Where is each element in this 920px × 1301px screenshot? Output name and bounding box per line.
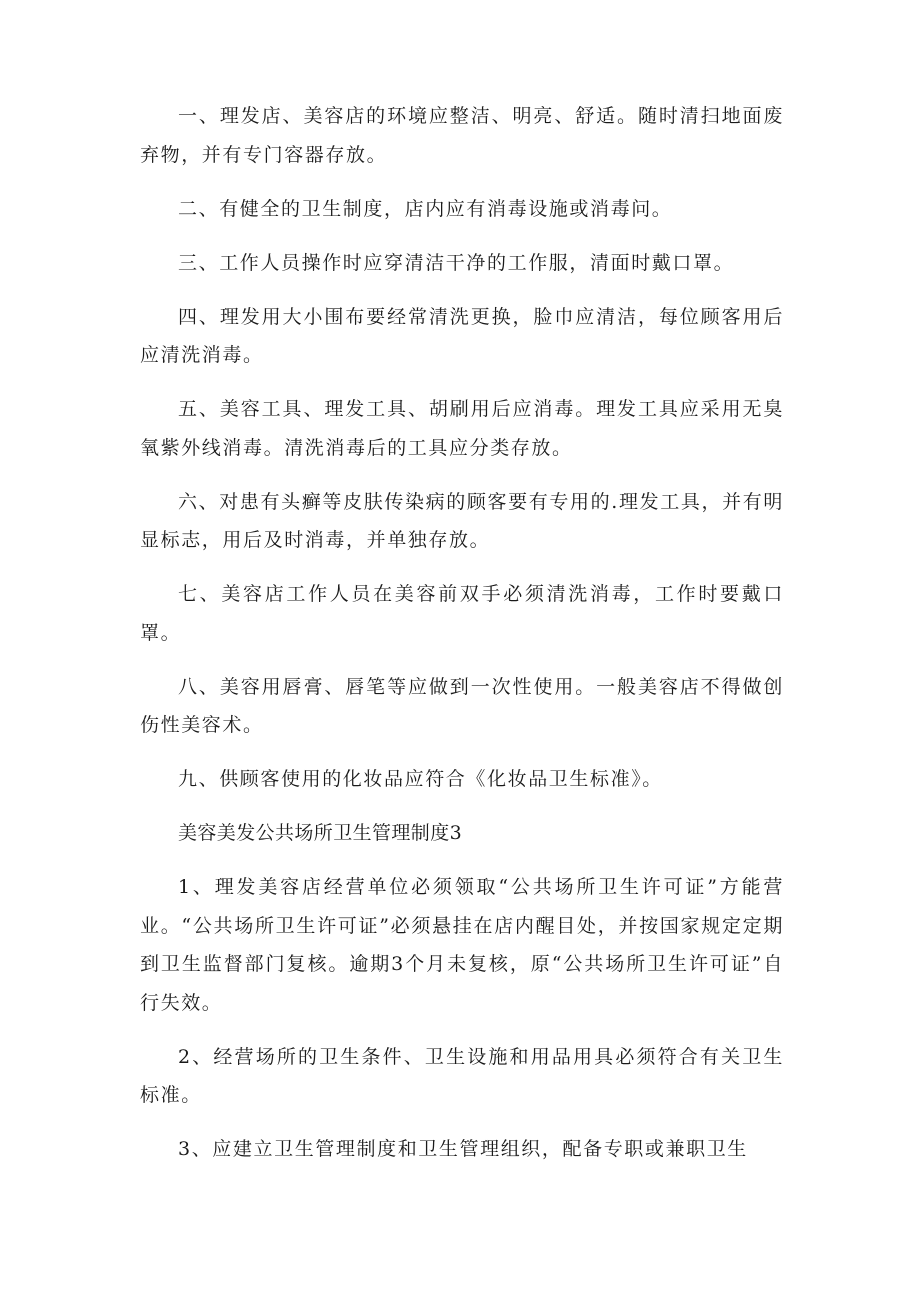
paragraph-12: 3、应建立卫生管理制度和卫生管理组织，配备专职或兼职卫生 — [178, 1138, 748, 1160]
paragraph-7: 七、美容店工作人员在美容前双手必须清洗消毒，工作时要戴口罩。 — [140, 583, 784, 644]
document-body — [140, 97, 784, 1184]
paragraph-2: 二、有健全的卫生制度，店内应有消毒设施或消毒问。 — [178, 197, 673, 220]
paragraph-4: 四、理发用大小围布要经常清洗更换，脸巾应清洁，每位顾客用后应清洗消毒。 — [140, 305, 784, 366]
paragraph-8: 八、美容用唇膏、唇笔等应做到一次性使用。一般美容店不得做创伤性美容术。 — [140, 675, 784, 736]
paragraph-3: 三、工作人员操作时应穿清洁干净的工作服，清面时戴口罩。 — [178, 251, 735, 274]
section-title: 美容美发公共场所卫生管理制度3 — [178, 822, 463, 844]
paragraph-1: 一、理发店、美容店的环境应整洁、明亮、舒适。随时清扫地面废弃物，并有专门容器存放。 — [140, 105, 784, 166]
paragraph-9: 九、供顾客使用的化妆品应符合《化妆品卫生标准》。 — [178, 768, 663, 790]
paragraph-11: 2、经营场所的卫生条件、卫生设施和用品用具必须符合有关卫生标准。 — [140, 1045, 784, 1106]
paragraph-5: 五、美容工具、理发工具、胡刷用后应消毒。理发工具应采用无臭氧紫外线消毒。清洗消毒后的工具应分类存放。 — [140, 398, 784, 459]
paragraph-10: 1、理发美容店经营单位必须领取“公共场所卫生许可证”方能营业。“公共场所卫生许可证”必须悬挂在店内醒目处，并按国家规定定期到卫生监督部门复核。逾期3个月未复核，原“公共场所卫生许可证”自行失效。 — [140, 876, 784, 1014]
paragraph-6: 六、对患有头癣等皮肤传染病的顾客要有专用的.理发工具，并有明显标志，用后及时消毒，并单独存放。 — [140, 490, 784, 551]
